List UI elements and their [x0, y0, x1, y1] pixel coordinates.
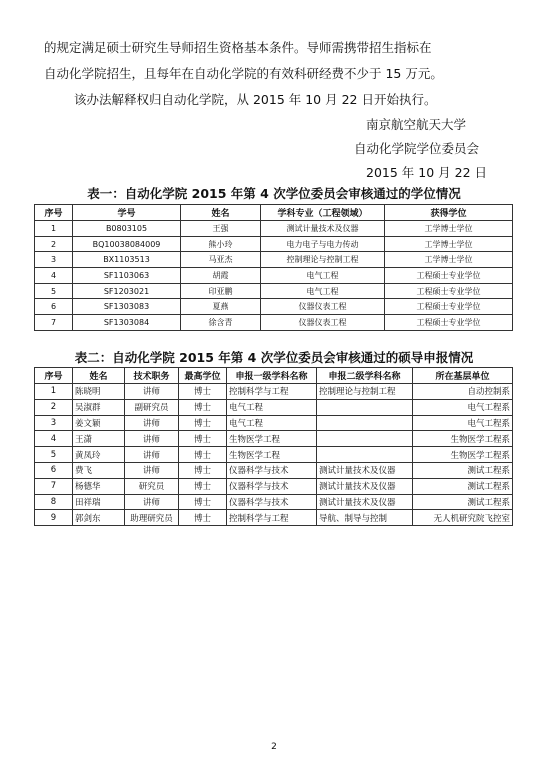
table2-cell-discipline-2 [317, 415, 413, 431]
table2-header-cell: 技术职务 [125, 368, 179, 384]
table2-cell-unit: 电气工程系 [413, 415, 513, 431]
table1-cell-name: 印亚鹏 [181, 283, 261, 299]
table2-cell-name: 黄凤玲 [73, 447, 125, 463]
page-number: 2 [271, 742, 277, 752]
table2-cell-degree: 博士 [179, 384, 227, 400]
table2-cell-degree: 博士 [179, 431, 227, 447]
table1-header-cell: 序号 [35, 205, 73, 221]
table1-cell-name: 熊小玲 [181, 236, 261, 252]
table1-cell-degree: 工学博士学位 [385, 236, 513, 252]
table1-header-cell: 姓名 [181, 205, 261, 221]
table2-cell-unit: 测试工程系 [413, 494, 513, 510]
table1-cell-degree: 工学博士学位 [385, 252, 513, 268]
signature-org-2: 自动化学院学位委员会 [354, 141, 480, 156]
table1-cell-index: 5 [35, 283, 73, 299]
paragraph-line-1: 的规定满足硕士研究生导师招生资格基本条件。导师需携带招生指标在 [44, 40, 432, 55]
table2-cell-discipline-2: 测试计量技术及仪器 [317, 494, 413, 510]
table2-cell-index: 2 [35, 399, 73, 415]
table2-header-row [35, 368, 513, 384]
table2-cell-unit: 生物医学工程系 [413, 431, 513, 447]
table2-cell-degree: 博士 [179, 399, 227, 415]
table2-cell-discipline-2: 导航、制导与控制 [317, 510, 413, 526]
table2-cell-title: 讲师 [125, 462, 179, 478]
table2-cell-title: 讲师 [125, 447, 179, 463]
table1-cell-student-id: BQ10038084009 [73, 236, 181, 252]
table1-cell-degree: 工程硕士专业学位 [385, 268, 513, 284]
table2-row [35, 415, 513, 431]
table2-cell-discipline-2 [317, 399, 413, 415]
table1-cell-name: 夏燕 [181, 299, 261, 315]
table1-cell-name: 马亚杰 [181, 252, 261, 268]
table2-header-cell: 最高学位 [179, 368, 227, 384]
table2-row [35, 510, 513, 526]
table2-cell-title: 讲师 [125, 384, 179, 400]
table2-row [35, 399, 513, 415]
table1-row [35, 315, 513, 331]
table2-cell-title: 讲师 [125, 431, 179, 447]
table2-cell-discipline-1: 仪器科学与技术 [227, 478, 317, 494]
table2-row [35, 494, 513, 510]
table1-title: 表一：自动化学院 2015 年第 4 次学位委员会审核通过的学位情况 [87, 186, 461, 201]
table1-cell-student-id: SF1303084 [73, 315, 181, 331]
table1-row [35, 268, 513, 284]
table1-cell-major: 电气工程 [261, 283, 385, 299]
table2-cell-name: 郭剑东 [73, 510, 125, 526]
table1-cell-degree: 工程硕士专业学位 [385, 299, 513, 315]
table1-cell-index: 6 [35, 299, 73, 315]
table2 [34, 367, 513, 526]
table2-cell-degree: 博士 [179, 447, 227, 463]
table1-cell-name: 胡霞 [181, 268, 261, 284]
table2-cell-index: 1 [35, 384, 73, 400]
table2-header-cell: 申报二级学科名称 [317, 368, 413, 384]
table1-cell-major: 电气工程 [261, 268, 385, 284]
table2-cell-title: 助理研究员 [125, 510, 179, 526]
table2-cell-name: 王潇 [73, 431, 125, 447]
table2-cell-unit: 无人机研究院飞控室 [413, 510, 513, 526]
table1-row [35, 221, 513, 237]
table2-cell-index: 6 [35, 462, 73, 478]
table2-header-cell: 申报一级学科名称 [227, 368, 317, 384]
table1-cell-student-id: BX1103513 [73, 252, 181, 268]
table2-row [35, 384, 513, 400]
table1 [34, 204, 513, 331]
table1-cell-name: 徐含青 [181, 315, 261, 331]
table1-cell-student-id: SF1303083 [73, 299, 181, 315]
table2-header-cell: 序号 [35, 368, 73, 384]
table2-cell-index: 9 [35, 510, 73, 526]
table2-cell-discipline-2 [317, 431, 413, 447]
table2-row [35, 462, 513, 478]
table1-row [35, 252, 513, 268]
table2-cell-name: 费飞 [73, 462, 125, 478]
table1-cell-major: 仪器仪表工程 [261, 299, 385, 315]
table2-row [35, 447, 513, 463]
table1-cell-student-id: SF1103063 [73, 268, 181, 284]
table2-cell-degree: 博士 [179, 510, 227, 526]
table1-cell-index: 7 [35, 315, 73, 331]
table2-title: 表二：自动化学院 2015 年第 4 次学位委员会审核通过的硕导申报情况 [74, 350, 474, 365]
table2-row [35, 478, 513, 494]
table2-cell-index: 4 [35, 431, 73, 447]
table2-cell-degree: 博士 [179, 494, 227, 510]
paragraph-line-2: 自动化学院招生，且每年在自动化学院的有效科研经费不少于 15 万元。 [44, 66, 443, 81]
table2-cell-title: 研究员 [125, 478, 179, 494]
table2-cell-title: 讲师 [125, 494, 179, 510]
table1-cell-major: 控制理论与控制工程 [261, 252, 385, 268]
paragraph-line-3: 该办法解释权归自动化学院，从 2015 年 10 月 22 日开始执行。 [74, 92, 437, 107]
table2-cell-unit: 测试工程系 [413, 478, 513, 494]
table1-header-cell: 获得学位 [385, 205, 513, 221]
table2-cell-discipline-1: 控制科学与工程 [227, 384, 317, 400]
table1-cell-student-id: B0803105 [73, 221, 181, 237]
table1-cell-degree: 工学博士学位 [385, 221, 513, 237]
table2-cell-name: 姜文颖 [73, 415, 125, 431]
table2-cell-discipline-2 [317, 447, 413, 463]
table1-cell-student-id: SF1203021 [73, 283, 181, 299]
table2-cell-discipline-2: 测试计量技术及仪器 [317, 462, 413, 478]
table2-cell-degree: 博士 [179, 415, 227, 431]
table2-cell-index: 5 [35, 447, 73, 463]
table2-header-cell: 姓名 [73, 368, 125, 384]
table2-cell-discipline-1: 电气工程 [227, 399, 317, 415]
table2-cell-degree: 博士 [179, 478, 227, 494]
table2-cell-discipline-1: 仪器科学与技术 [227, 494, 317, 510]
table1-header-cell: 学号 [73, 205, 181, 221]
table2-cell-discipline-1: 生物医学工程 [227, 447, 317, 463]
table2-cell-name: 杨德华 [73, 478, 125, 494]
table2-cell-title: 讲师 [125, 415, 179, 431]
table2-cell-index: 8 [35, 494, 73, 510]
table1-cell-degree: 工程硕士专业学位 [385, 283, 513, 299]
table2-cell-name: 吴淑群 [73, 399, 125, 415]
table2-cell-discipline-1: 控制科学与工程 [227, 510, 317, 526]
table1-row [35, 299, 513, 315]
table1-cell-index: 4 [35, 268, 73, 284]
table2-cell-index: 3 [35, 415, 73, 431]
table2-cell-unit: 测试工程系 [413, 462, 513, 478]
table1-cell-name: 王强 [181, 221, 261, 237]
table2-cell-name: 陈晓明 [73, 384, 125, 400]
signature-date: 2015 年 10 月 22 日 [366, 165, 487, 180]
table2-cell-degree: 博士 [179, 462, 227, 478]
table1-header-cell: 学科专业（工程领域） [261, 205, 385, 221]
table1-row [35, 236, 513, 252]
table1-cell-index: 2 [35, 236, 73, 252]
table2-header-cell: 所在基层单位 [413, 368, 513, 384]
table2-cell-title: 副研究员 [125, 399, 179, 415]
table1-cell-index: 1 [35, 221, 73, 237]
table2-cell-name: 田祥瑞 [73, 494, 125, 510]
table2-cell-unit: 电气工程系 [413, 399, 513, 415]
table2-cell-discipline-2: 测试计量技术及仪器 [317, 478, 413, 494]
table2-cell-discipline-1: 仪器科学与技术 [227, 462, 317, 478]
table1-cell-index: 3 [35, 252, 73, 268]
table2-row [35, 431, 513, 447]
table2-cell-index: 7 [35, 478, 73, 494]
signature-org-1: 南京航空航天大学 [366, 117, 467, 132]
table1-cell-degree: 工程硕士专业学位 [385, 315, 513, 331]
table1-row [35, 283, 513, 299]
table1-header-row [35, 205, 513, 221]
table1-cell-major: 仪器仪表工程 [261, 315, 385, 331]
table1-cell-major: 电力电子与电力传动 [261, 236, 385, 252]
table2-cell-unit: 自动控制系 [413, 384, 513, 400]
table2-cell-unit: 生物医学工程系 [413, 447, 513, 463]
table2-cell-discipline-1: 电气工程 [227, 415, 317, 431]
table1-cell-major: 测试计量技术及仪器 [261, 221, 385, 237]
table2-cell-discipline-1: 生物医学工程 [227, 431, 317, 447]
table2-cell-discipline-2: 控制理论与控制工程 [317, 384, 413, 400]
